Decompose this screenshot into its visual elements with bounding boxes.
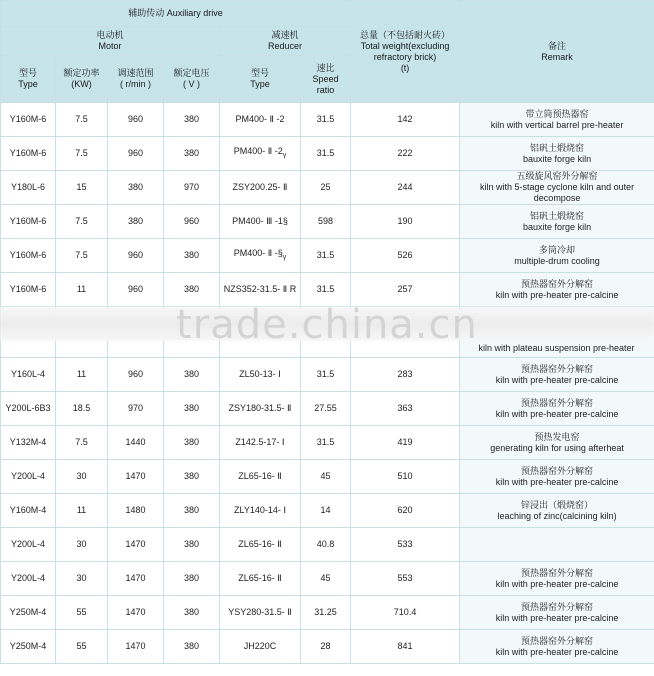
reducer-type-cell: PM400- Ⅱ -2 <box>220 103 301 137</box>
power-cell: 30 <box>56 460 108 494</box>
auxiliary-drive-header: 辅助传动 Auxiliary drive <box>1 1 351 27</box>
voltage-cell: 380 <box>164 426 220 460</box>
power-cell: 7.5 <box>56 103 108 137</box>
reducer-label-en: Reducer <box>268 41 303 51</box>
blurred-band <box>0 307 654 341</box>
remark-cell: 预热器窑外分解窑 kiln with pre-heater pre-calcine <box>460 630 654 664</box>
ratio-cell: 40.8 <box>301 528 351 562</box>
remark-cell: 预热器窑外分解窑 kiln with pre-heater pre-calcine <box>460 358 654 392</box>
motor-label-cn: 电动机 <box>96 30 124 40</box>
power-cell: 18.5 <box>56 392 108 426</box>
reducer-type-cell: ZL65-16- Ⅱ <box>220 528 301 562</box>
speed-cell: 1470 <box>108 630 164 664</box>
table-row <box>1 358 654 392</box>
remark-cell: 带立筒预热器窑 kiln with vertical barrel pre-heater <box>460 103 654 137</box>
total-weight-header <box>351 1 460 103</box>
motor-type-cell: Y200L-4 <box>1 528 56 562</box>
weight-cell: 419 <box>351 426 460 460</box>
ratio-cell: 31.25 <box>301 596 351 630</box>
ratio-cell: 31.5 <box>301 137 351 171</box>
table-row <box>1 562 654 596</box>
speed-cell: 1470 <box>108 460 164 494</box>
table-body-bottom <box>1 358 654 664</box>
motor-type-cell: Y200L-6B3 <box>1 392 56 426</box>
weight-cell: 142 <box>351 103 460 137</box>
speed-cell: 960 <box>108 358 164 392</box>
table-row <box>1 630 654 664</box>
table-row <box>1 239 654 273</box>
reducer-type-cell: YSY280-31.5- Ⅱ <box>220 596 301 630</box>
power-cell: 7.5 <box>56 137 108 171</box>
table-row <box>1 103 654 137</box>
voltage-cell: 970 <box>164 171 220 205</box>
reducer-type-header: 型号 Type <box>220 56 301 103</box>
remark-label-en: Remark <box>541 51 573 62</box>
reducer-type-cell: ZSY180-31.5- Ⅱ <box>220 392 301 426</box>
power-cell: 30 <box>56 528 108 562</box>
weight-cell: 244 <box>351 171 460 205</box>
voltage-cell: 380 <box>164 562 220 596</box>
voltage-cell: 380 <box>164 392 220 426</box>
table-row <box>1 137 654 171</box>
table-row <box>1 273 654 307</box>
remark-cell: 铝矾土煅烧窑 bauxite forge kiln <box>460 137 654 171</box>
weight-cell: 533 <box>351 528 460 562</box>
weight-cell: 222 <box>351 137 460 171</box>
plateau-remark: kiln with plateau suspension pre-heater <box>478 343 635 353</box>
table-row <box>1 494 654 528</box>
voltage-cell: 380 <box>164 528 220 562</box>
table-row <box>1 528 654 562</box>
power-cell: 11 <box>56 358 108 392</box>
table-body-top <box>1 103 654 307</box>
voltage-cell: 380 <box>164 630 220 664</box>
motor-type-cell: Y250M-4 <box>1 630 56 664</box>
remark-label-cn: 备注 <box>548 40 567 51</box>
power-cell: 15 <box>56 171 108 205</box>
ratio-cell: 28 <box>301 630 351 664</box>
table-row <box>1 426 654 460</box>
reducer-type-cell: PM400- Ⅲ -1§ <box>220 205 301 239</box>
remark-cell <box>460 528 654 562</box>
weight-cell: 510 <box>351 460 460 494</box>
ratio-cell: 31.5 <box>301 273 351 307</box>
voltage-cell: 380 <box>164 358 220 392</box>
motor-type-cell: Y180L-6 <box>1 171 56 205</box>
weight-cell: 526 <box>351 239 460 273</box>
ratio-cell: 31.5 <box>301 426 351 460</box>
voltage-cell: 380 <box>164 103 220 137</box>
speed-cell: 1440 <box>108 426 164 460</box>
voltage-cell: 380 <box>164 239 220 273</box>
reducer-label-cn: 减速机 <box>271 30 299 40</box>
remark-cell: 铝矾土煅烧窑 bauxite forge kiln <box>460 205 654 239</box>
weight-label-cn: 总量（不包括耐火砖） <box>360 29 451 40</box>
ratio-cell: 598 <box>301 205 351 239</box>
speed-cell: 1470 <box>108 562 164 596</box>
remark-cell: 预热器窑外分解窑 kiln with pre-heater pre-calcine <box>460 596 654 630</box>
ratio-cell: 14 <box>301 494 351 528</box>
ratio-header: 速比 Speed ratio <box>301 56 351 103</box>
voltage-cell: 380 <box>164 460 220 494</box>
reducer-type-cell: JH220C <box>220 630 301 664</box>
reducer-type-cell: ZLY140-14- Ⅰ <box>220 494 301 528</box>
table-row <box>1 460 654 494</box>
motor-type-cell: Y132M-4 <box>1 426 56 460</box>
weight-label-en: Total weight(excluding refractory brick) <box>360 40 450 62</box>
power-cell: 55 <box>56 630 108 664</box>
weight-cell: 283 <box>351 358 460 392</box>
voltage-cell: 380 <box>164 137 220 171</box>
motor-type-header: 型号 Type <box>1 56 56 103</box>
motor-type-cell: Y250M-4 <box>1 596 56 630</box>
motor-label-en: Motor <box>98 41 122 51</box>
weight-cell: 190 <box>351 205 460 239</box>
ratio-cell: 25 <box>301 171 351 205</box>
ratio-cell: 31.5 <box>301 358 351 392</box>
reducer-type-cell: ZL65-16- Ⅱ <box>220 562 301 596</box>
reducer-type-cell: Z142.5-17- Ⅰ <box>220 426 301 460</box>
remark-cell: 五级旋风窑外分解窑 kiln with 5-stage cyclone kiln and outer decompose <box>460 171 654 205</box>
table-row <box>1 205 654 239</box>
ratio-cell: 45 <box>301 562 351 596</box>
motor-type-cell: Y160M-6 <box>1 239 56 273</box>
weight-cell: 257 <box>351 273 460 307</box>
table-row <box>1 392 654 426</box>
weight-cell: 710.4 <box>351 596 460 630</box>
power-cell: 30 <box>56 562 108 596</box>
speed-cell: 960 <box>108 273 164 307</box>
speed-cell: 960 <box>108 103 164 137</box>
motor-type-cell: Y160M-6 <box>1 205 56 239</box>
weight-cell: 620 <box>351 494 460 528</box>
reducer-type-cell: ZL50-13- Ⅰ <box>220 358 301 392</box>
remark-cell: 锌浸出（煅烧窑） leaching of zinc(calcining kiln) <box>460 494 654 528</box>
speed-cell: 1470 <box>108 596 164 630</box>
voltage-cell: 960 <box>164 205 220 239</box>
table-row <box>1 596 654 630</box>
power-cell: 7.5 <box>56 239 108 273</box>
power-cell: 55 <box>56 596 108 630</box>
motor-type-cell: Y160M-4 <box>1 494 56 528</box>
reducer-type-cell: PM400- Ⅱ $-2_\gamma$ <box>220 137 301 171</box>
remark-cell: 预热器窑外分解窑 kiln with pre-heater pre-calcine <box>460 392 654 426</box>
remark-cell: 预热器窑外分解窑 kiln with pre-heater pre-calcine <box>460 562 654 596</box>
motor-header <box>1 27 220 56</box>
ratio-cell: 45 <box>301 460 351 494</box>
motor-type-cell: Y160M-6 <box>1 273 56 307</box>
reducer-type-cell: ZSY200.25- Ⅱ <box>220 171 301 205</box>
voltage-cell: 380 <box>164 273 220 307</box>
speed-cell: 1480 <box>108 494 164 528</box>
voltage-header: 额定电压 ( V ) <box>164 56 220 103</box>
ratio-cell: 31.5 <box>301 239 351 273</box>
reducer-type-cell: NZS352-31.5- Ⅱ R <box>220 273 301 307</box>
reducer-type-cell: PM400- Ⅱ $-\S_\gamma$ <box>220 239 301 273</box>
weight-cell: 553 <box>351 562 460 596</box>
speed-cell: 1470 <box>108 528 164 562</box>
speed-header: 调速范围 ( r/min ) <box>108 56 164 103</box>
remark-cell: 预热器窑外分解窑 kiln with pre-heater pre-calcine <box>460 273 654 307</box>
speed-cell: 960 <box>108 239 164 273</box>
motor-type-cell: Y200L-4 <box>1 562 56 596</box>
power-cell: 11 <box>56 494 108 528</box>
ratio-cell: 27.55 <box>301 392 351 426</box>
weight-unit: (t) <box>400 62 410 73</box>
power-header: 额定功率 (KW) <box>56 56 108 103</box>
power-cell: 7.5 <box>56 426 108 460</box>
motor-type-cell: Y160M-6 <box>1 137 56 171</box>
speed-cell: 380 <box>108 205 164 239</box>
remark-cell: 多筒冷却 multiple-drum cooling <box>460 239 654 273</box>
ratio-cell: 31.5 <box>301 103 351 137</box>
remark-header <box>460 1 654 103</box>
remark-cell: 预热发电窑 generating kiln for using afterheat <box>460 426 654 460</box>
motor-type-cell: Y160M-6 <box>1 103 56 137</box>
speed-cell: 380 <box>108 171 164 205</box>
speed-cell: 970 <box>108 392 164 426</box>
weight-cell: 363 <box>351 392 460 426</box>
voltage-cell: 380 <box>164 596 220 630</box>
motor-type-cell: Y160L-4 <box>1 358 56 392</box>
table-row <box>1 171 654 205</box>
watermark: trade.china.cn <box>176 302 478 348</box>
weight-cell: 841 <box>351 630 460 664</box>
reducer-type-cell: ZL65-16- Ⅱ <box>220 460 301 494</box>
speed-cell: 960 <box>108 137 164 171</box>
power-cell: 11 <box>56 273 108 307</box>
power-cell: 7.5 <box>56 205 108 239</box>
motor-type-cell: Y200L-4 <box>1 460 56 494</box>
reducer-header <box>220 27 351 56</box>
remark-cell: 预热器窑外分解窑 kiln with pre-heater pre-calcine <box>460 460 654 494</box>
voltage-cell: 380 <box>164 494 220 528</box>
